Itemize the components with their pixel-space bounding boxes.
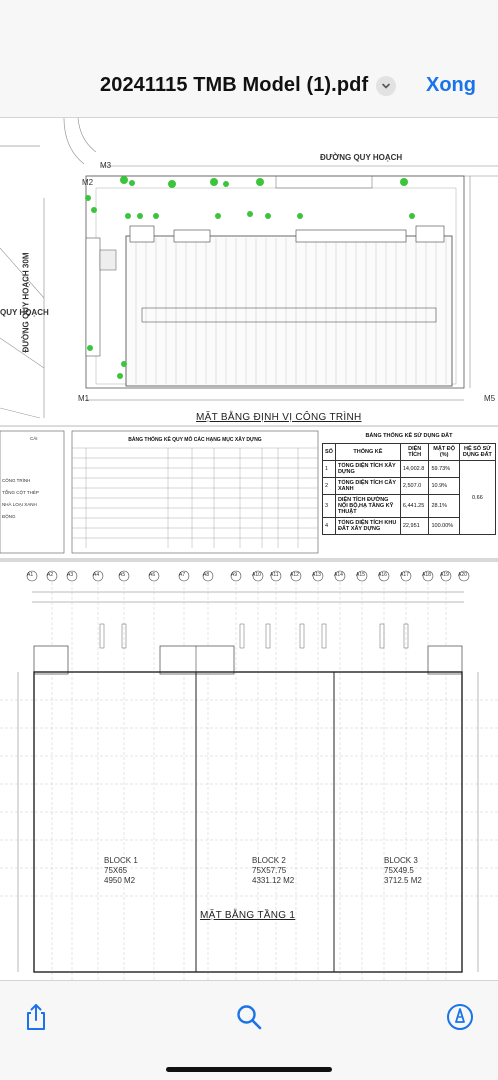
home-indicator bbox=[166, 1067, 332, 1072]
floor-plan-caption: MẶT BẰNG TẦNG 1 bbox=[200, 910, 296, 921]
mark-m5: M5 bbox=[484, 394, 496, 403]
grid-label: A18 bbox=[422, 572, 431, 578]
mark-m3: M3 bbox=[100, 161, 112, 170]
grid-label: A2 bbox=[47, 572, 54, 578]
row-area: 14,002.8 bbox=[400, 461, 429, 478]
block-area: 3712.5 M2 bbox=[384, 876, 422, 885]
mark-m2: M2 bbox=[82, 178, 94, 187]
land-use-table bbox=[322, 433, 496, 535]
row-name: TỔNG DIỆN TÍCH CÂY XANH bbox=[335, 478, 400, 495]
schedule-table bbox=[72, 431, 318, 443]
col-name: THỐNG KÊ bbox=[335, 444, 400, 461]
grid-label: A9 bbox=[231, 572, 238, 578]
table-row bbox=[323, 461, 496, 478]
chevron-down-icon[interactable] bbox=[376, 76, 396, 96]
road-label-left: ĐƯỜNG QUY HOẠCH 30M bbox=[21, 252, 31, 353]
grid-label: A12 bbox=[290, 572, 299, 578]
land-use-coefficient: 0.66 bbox=[459, 461, 495, 535]
document-viewport[interactable] bbox=[0, 118, 498, 980]
row-no: 4 bbox=[323, 518, 336, 535]
page-site-plan bbox=[0, 118, 498, 558]
row-density: 28.1% bbox=[429, 495, 459, 518]
title-group[interactable] bbox=[100, 74, 396, 97]
grid-label: A14 bbox=[334, 572, 343, 578]
row-density: 59.73% bbox=[429, 461, 459, 478]
grid-label: A7 bbox=[179, 572, 186, 578]
schedule-title: BẢNG THỐNG KÊ QUY MÔ CÁC HẠNG MỤC XÂY DỰNG bbox=[128, 437, 262, 443]
row-no: 1 bbox=[323, 461, 336, 478]
row-no: 3 bbox=[323, 495, 336, 518]
done-button[interactable]: Xong bbox=[426, 74, 476, 96]
land-use-title: BẢNG THỐNG KÊ SỬ DỤNG ĐẤT bbox=[365, 433, 453, 439]
block-3-label bbox=[384, 856, 422, 886]
markup-button[interactable] bbox=[444, 1001, 476, 1033]
row-no: 2 bbox=[323, 478, 336, 495]
col-density: MẬT ĐỘ (%) bbox=[429, 444, 459, 461]
left-fragment-4: NHÀ LOẠI XANH bbox=[2, 502, 37, 507]
row-density: 10.9% bbox=[429, 478, 459, 495]
block-dims: 75X49.5 bbox=[384, 866, 414, 875]
grid-label: A3 bbox=[67, 572, 74, 578]
col-no: SỐ bbox=[323, 444, 336, 461]
land-use-header-row bbox=[323, 444, 496, 461]
search-button[interactable] bbox=[233, 1001, 265, 1033]
left-fragment-3: TỔNG CỘT THÉP bbox=[2, 490, 39, 495]
share-button[interactable] bbox=[20, 1001, 52, 1033]
grid-label: A17 bbox=[400, 572, 409, 578]
grid-label: A1 bbox=[27, 572, 34, 578]
grid-label: A6 bbox=[149, 572, 156, 578]
row-name: DIỆN TÍCH ĐƯỜNG NỘI BỘ,HẠ TẦNG KỸ THUẬT bbox=[335, 495, 400, 518]
mark-m1: M1 bbox=[78, 394, 90, 403]
block-area: 4950 M2 bbox=[104, 876, 136, 885]
grid-label: A4 bbox=[93, 572, 100, 578]
block-1-label bbox=[104, 856, 138, 886]
block-name: BLOCK 1 bbox=[104, 856, 138, 865]
col-area: DIỆN TÍCH bbox=[400, 444, 429, 461]
grid-label: A20 bbox=[458, 572, 467, 578]
grid-label: A10 bbox=[252, 572, 261, 578]
left-fragment-5: ĐỘNG bbox=[2, 514, 16, 519]
grid-label: A15 bbox=[356, 572, 365, 578]
block-dims: 75X65 bbox=[104, 866, 128, 875]
grid-label: A11 bbox=[270, 572, 279, 578]
viewer-header bbox=[0, 0, 498, 118]
road-label-top: ĐƯỜNG QUY HOẠCH bbox=[320, 153, 403, 162]
grid-label: A8 bbox=[203, 572, 210, 578]
row-name: TỔNG DIỆN TÍCH KHU ĐẤT XÂY DỰNG bbox=[335, 518, 400, 535]
document-title[interactable]: 20241115 TMB Model (1).pdf bbox=[100, 74, 369, 96]
grid-label: A16 bbox=[378, 572, 387, 578]
left-fragment-1: CÁI bbox=[30, 436, 38, 441]
row-area: 6,441.25 bbox=[400, 495, 429, 518]
row-name: TỔNG DIỆN TÍCH XÂY DỰNG bbox=[335, 461, 400, 478]
search-icon[interactable] bbox=[235, 1003, 263, 1031]
row-density: 100.00% bbox=[429, 518, 459, 535]
row-area: 2,507.0 bbox=[400, 478, 429, 495]
road-label-left-stub: QUY HOẠCH bbox=[0, 308, 49, 317]
block-2-label bbox=[252, 856, 294, 886]
block-name: BLOCK 2 bbox=[252, 856, 286, 865]
grid-label: A13 bbox=[312, 572, 321, 578]
grid-label: A19 bbox=[440, 572, 449, 578]
share-icon[interactable] bbox=[23, 1002, 49, 1032]
block-name: BLOCK 3 bbox=[384, 856, 418, 865]
grid-label: A5 bbox=[119, 572, 126, 578]
left-fragment-2: CÔNG TRÌNH bbox=[2, 478, 31, 483]
col-coefficient: HỆ SỐ SỬ DỤNG ĐẤT bbox=[459, 444, 495, 461]
markup-icon[interactable] bbox=[446, 1003, 474, 1031]
page-floor-plan bbox=[0, 562, 498, 980]
row-area: 22,951 bbox=[400, 518, 429, 535]
site-plan-caption: MẶT BẰNG ĐỊNH VỊ CÔNG TRÌNH bbox=[196, 412, 362, 423]
bottom-toolbar bbox=[0, 980, 498, 1080]
block-dims: 75X57.75 bbox=[252, 866, 287, 875]
block-area: 4331.12 M2 bbox=[252, 876, 295, 885]
